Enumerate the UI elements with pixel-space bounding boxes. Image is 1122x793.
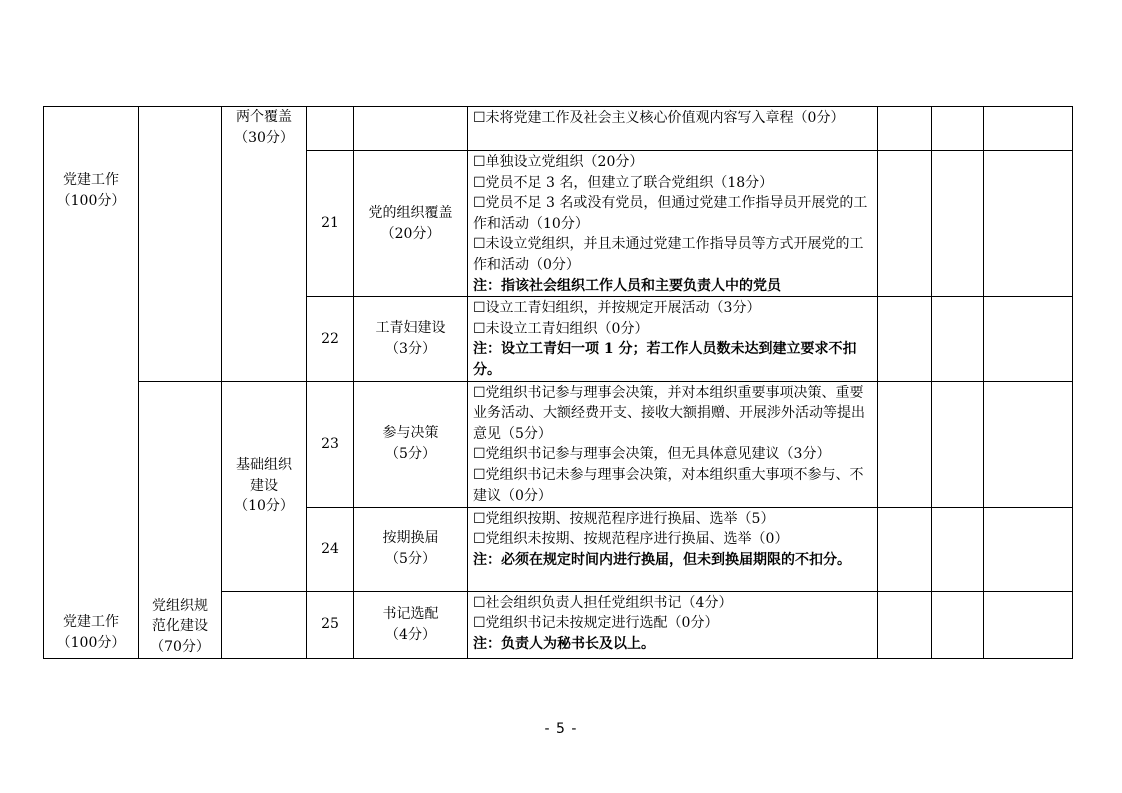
item-name: 工青妇建设 （3分） bbox=[354, 297, 468, 381]
item-number: 24 bbox=[307, 507, 354, 591]
item-note: 注：必须在规定时间内进行换届，但未到换届期限的不扣分。 bbox=[473, 551, 851, 568]
item-criteria: ☐单独设立党组织（20分） ☐党员不足 3 名，但建立了联合党组织（18分） ☐党员不足 3 名或没有党员，但通过党建工作指导员开展党的工作和活动（10分） ☐未设立党组织，并且未通过党建工作指导员等方式开展党的工作和活动（0分） 注：指该社会组织工作人员和主要负责人中的党员 bbox=[468, 151, 878, 297]
score-cell bbox=[932, 107, 984, 151]
item-criteria: ☐社会组织负责人担任党组织书记（4分） ☐党组织书记未按规定进行选配（0分） 注：负责人为秘书长及以上。 bbox=[468, 591, 878, 658]
score-cell bbox=[932, 381, 984, 507]
score-cell bbox=[984, 107, 1073, 151]
item-note: 注：负责人为秘书长及以上。 bbox=[473, 635, 655, 652]
score-cell bbox=[878, 381, 932, 507]
score-cell bbox=[878, 507, 932, 591]
category-label-bottom: 党建工作 （100分） bbox=[56, 614, 126, 651]
item-name bbox=[354, 107, 468, 151]
item-number bbox=[307, 107, 354, 151]
score-cell bbox=[878, 591, 932, 658]
category-cell bbox=[44, 107, 139, 659]
table-row bbox=[44, 381, 1073, 507]
item-criteria: ☐设立工青妇组织，并按规定开展活动（3分） ☐未设立工青妇组织（0分） 注：设立工青妇一项 1 分；若工作人员数未达到建立要求不扣分。 bbox=[468, 297, 878, 381]
score-cell bbox=[932, 591, 984, 658]
subcategory-cell-empty bbox=[139, 107, 222, 382]
score-cell bbox=[984, 591, 1073, 658]
score-cell bbox=[984, 151, 1073, 297]
group-cell-coverage: 两个覆盖 （30分） bbox=[222, 107, 307, 382]
score-cell bbox=[984, 381, 1073, 507]
score-cell bbox=[932, 507, 984, 591]
item-name: 参与决策 （5分） bbox=[354, 381, 468, 507]
evaluation-table bbox=[43, 106, 1073, 659]
score-cell bbox=[932, 297, 984, 381]
score-cell bbox=[878, 297, 932, 381]
score-cell bbox=[984, 297, 1073, 381]
item-number: 22 bbox=[307, 297, 354, 381]
item-name: 书记选配 （4分） bbox=[354, 591, 468, 658]
item-number: 25 bbox=[307, 591, 354, 658]
score-cell bbox=[878, 151, 932, 297]
score-cell bbox=[984, 507, 1073, 591]
item-name: 党的组织覆盖 （20分） bbox=[354, 151, 468, 297]
subcategory-cell: 党组织规 范化建设 （70分） bbox=[139, 381, 222, 658]
score-cell bbox=[932, 151, 984, 297]
item-criteria: ☐党组织按期、按规范程序进行换届、选举（5） ☐党组织未按期、按规范程序进行换届、选举（0） 注：必须在规定时间内进行换届，但未到换届期限的不扣分。 bbox=[468, 507, 878, 591]
group-cell-empty bbox=[222, 591, 307, 658]
category-label-top: 党建工作 （100分） bbox=[56, 172, 126, 209]
item-name: 按期换届 （5分） bbox=[354, 507, 468, 591]
item-criteria: ☐党组织书记参与理事会决策，并对本组织重要事项决策、重要业务活动、大额经费开支、接收大额捐赠、开展涉外活动等提出意见（5分） ☐党组织书记参与理事会决策，但无具体意见建议（3分） ☐党组织书记未参与理事会决策，对本组织重大事项不参与、不建议（0分） bbox=[468, 381, 878, 507]
item-note: 注：设立工青妇一项 1 分；若工作人员数未达到建立要求不扣分。 bbox=[473, 341, 857, 378]
item-note: 注：指该社会组织工作人员和主要负责人中的党员 bbox=[473, 277, 781, 294]
item-criteria: ☐未将党建工作及社会主义核心价值观内容写入章程（0分） bbox=[468, 107, 878, 151]
item-number: 21 bbox=[307, 151, 354, 297]
item-number: 23 bbox=[307, 381, 354, 507]
group-cell-basic: 基础组织 建设 （10分） bbox=[222, 381, 307, 591]
table-row bbox=[44, 107, 1073, 151]
page-number: - 5 - bbox=[544, 721, 578, 737]
score-cell bbox=[878, 107, 932, 151]
